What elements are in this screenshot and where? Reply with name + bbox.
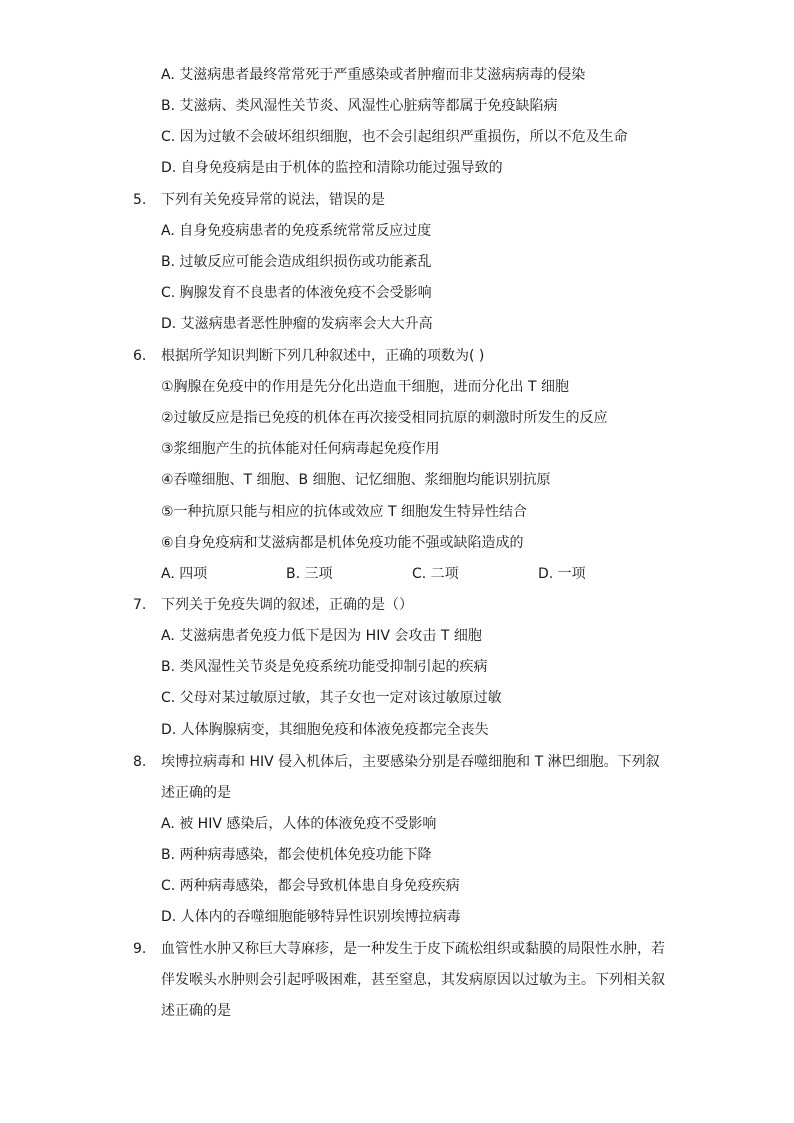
q4-option-b: B. 艾滋病、类风湿性关节炎、风湿性心脏病等都属于免疫缺陷病 [161,98,558,114]
q7-option-a: A. 艾滋病患者免疫力低下是因为 HIV 会攻击 T 细胞 [161,628,482,644]
q5-option-a: A. 自身免疫病患者的免疫系统常常反应过度 [161,223,432,239]
q4-option-d: D. 自身免疫病是由于机体的监控和清除功能过强导致的 [161,160,503,176]
q5-number: 5. [133,192,147,208]
q8-option-c: C. 两种病毒感染，都会导致机体患自身免疫疾病 [161,878,460,894]
q6-statement-4: ④吞噬细胞、T 细胞、B 细胞、记忆细胞、浆细胞均能识别抗原 [161,472,551,488]
q7-option-b: B. 类风湿性关节炎是免疫系统功能受抑制引起的疾病 [161,659,488,675]
q6-statement-3: ③浆细胞产生的抗体能对任何病毒起免疫作用 [161,441,440,457]
q5-stem: 下列有关免疫异常的说法，错误的是 [161,192,385,208]
q6-statement-1: ①胸腺在免疫中的作用是先分化出造血干细胞，进而分化出 T 细胞 [161,379,570,395]
q6-option-d: D. 一项 [538,566,586,582]
q6-number: 6. [133,348,147,364]
q8-stem-line-2: 述正确的是 [161,785,231,801]
q7-stem: 下列关于免疫失调的叙述，正确的是（） [161,597,413,613]
q6-option-a: A. 四项 [161,566,208,582]
q6-option-b: B. 三项 [286,566,333,582]
q7-option-c: C. 父母对某过敏原过敏，其子女也一定对该过敏原过敏 [161,690,502,706]
q5-option-d: D. 艾滋病患者恶性肿瘤的发病率会大大升高 [161,316,433,332]
q7-number: 7. [133,597,147,613]
q8-number: 8. [133,754,147,770]
q9-stem-line-1: 血管性水肿又称巨大荨麻疹，是一种发生于皮下疏松组织或黏膜的局限性水肿，若 [161,941,665,957]
q9-stem-line-3: 述正确的是 [161,1003,231,1019]
q8-stem-line-1: 埃博拉病毒和 HIV 侵入机体后，主要感染分别是吞噬细胞和 T 淋巴细胞。下列叙 [161,754,660,770]
q8-option-d: D. 人体内的吞噬细胞能够特异性识别埃博拉病毒 [161,909,461,925]
q5-option-c: C. 胸腺发育不良患者的体液免疫不会受影响 [161,285,432,301]
q6-statement-5: ⑤一种抗原只能与相应的抗体或效应 T 细胞发生特异性结合 [161,504,528,520]
q8-option-b: B. 两种病毒感染，都会使机体免疫功能下降 [161,847,432,863]
q9-stem-line-2: 伴发喉头水肿则会引起呼吸困难，甚至窒息，其发病原因以过敏为主。下列相关叙 [161,972,665,988]
q6-option-c: C. 二项 [412,566,459,582]
q6-statement-2: ②过敏反应是指已免疫的机体在再次接受相同抗原的刺激时所发生的反应 [161,410,608,426]
q6-statement-6: ⑥自身免疫病和艾滋病都是机体免疫功能不强或缺陷造成的 [161,535,524,551]
q4-option-a: A. 艾滋病患者最终常常死于严重感染或者肿瘤而非艾滋病病毒的侵染 [161,67,586,83]
q8-option-a: A. 被 HIV 感染后，人体的体液免疫不受影响 [161,816,437,832]
q5-option-b: B. 过敏反应可能会造成组织损伤或功能紊乱 [161,254,432,270]
q4-option-c: C. 因为过敏不会破坏组织细胞，也不会引起组织严重损伤，所以不危及生命 [161,129,628,145]
q7-option-d: D. 人体胸腺病变，其细胞免疫和体液免疫都完全丧失 [161,722,489,738]
q6-stem: 根据所学知识判断下列几种叙述中，正确的项数为( ) [161,348,485,364]
q9-number: 9. [133,941,147,957]
